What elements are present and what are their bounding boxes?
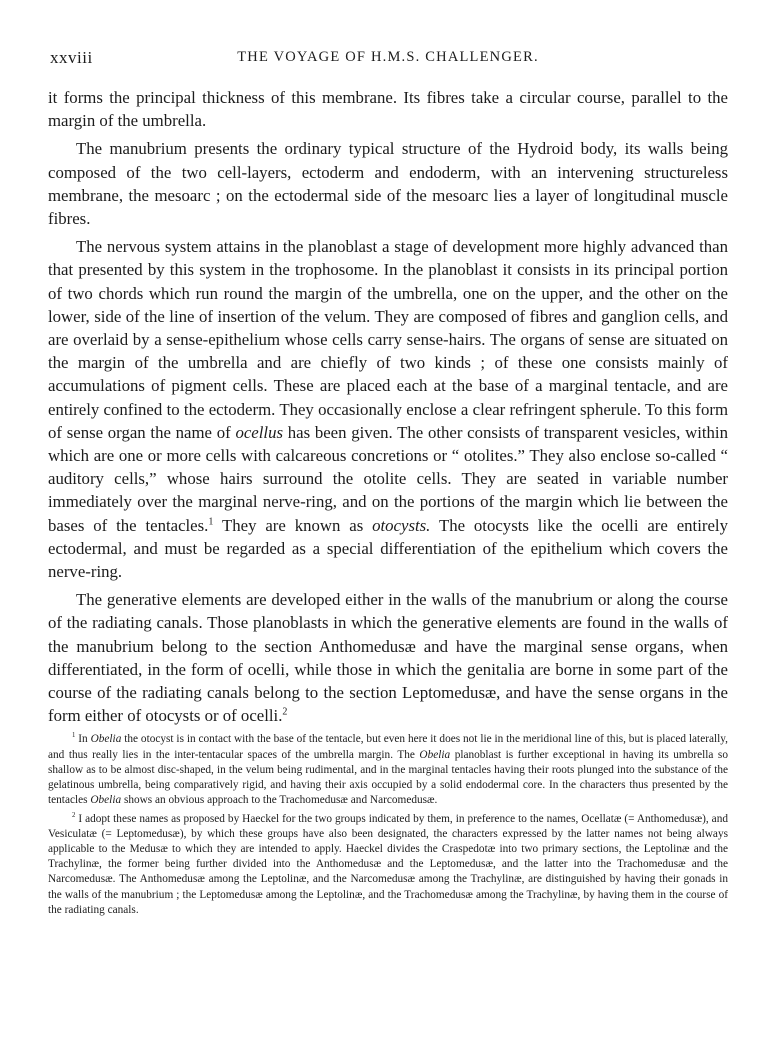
footnotes xyxy=(48,732,728,917)
term-otocysts: otocysts. xyxy=(372,515,431,535)
paragraph-3-text-d: The otocysts like the ocelli are entirely ectodermal, and must be regarded as a special differentiation of the epithelium which covers the nerve-ring. xyxy=(48,515,728,582)
footnote-1-text-d: shows an obvious approach to the Trachomedusæ and Narcomedusæ. xyxy=(123,794,438,807)
footnote-2-number: 2 xyxy=(72,811,76,819)
footnote-1-term-obelia-2: Obelia xyxy=(419,748,451,761)
footnote-1-text-c: planoblast is further exceptional in having its umbrella so shallow as to be almost disc-shaped, in the velum being rudimental, and in the marginal tentacles having their roots plunged into the substance of the gelatinous umbrella, being comparatively rigid, and having their axis occupied by a solid endodermal core. In the characters thus presented by the tentacles xyxy=(48,748,728,807)
footnote-ref-2: 2 xyxy=(282,706,288,718)
page-header xyxy=(48,48,728,68)
paragraph-2: The manubrium presents the ordinary typical structure of the Hydroid body, its walls being composed of the two cell-layers, ectoderm and endoderm, with an intervening structureless membrane, the mesoarc ; on the ectodermal side of the mesoarc lies a layer of longitudinal muscle fibres. xyxy=(48,139,728,229)
running-title: THE VOYAGE OF H.M.S. CHALLENGER. xyxy=(237,49,539,65)
paragraph-1: it forms the principal thickness of this membrane. Its fibres take a circular course, parallel to the margin of the umbrella. xyxy=(48,88,728,131)
footnote-2-text: I adopt these names as proposed by Haeckel for the two groups indicated by them, in preference to the names, Ocellatæ (= Anthomedusæ), and Vesiculatæ (= Leptomedusæ), by which these groups have also been designated, the characters expressed by the latter names not being always applicable to the Medusæ to which they are intended to apply. Haeckel divides the Craspedotæ into two primary sections, the Leptolinæ and the Trachylinæ, the former being further divided into the Anthomedusæ and the Leptomedusæ, and the latter into the Trachomedusæ and the Narcomedusæ. The Anthomedusæ among the Leptolinæ, and the Narcomedusæ among the Trachylinæ, are distinguished by having their gonads in the walls of the manubrium ; the Leptomedusæ among the Leptolinæ, and the Trachomedusæ among the Trachylinæ, by having them in the course of the radiating canals. xyxy=(48,812,728,916)
footnote-1-number: 1 xyxy=(72,732,76,740)
term-ocellus: ocellus xyxy=(235,422,283,442)
paragraph-4 xyxy=(48,588,728,727)
page-number: xxviii xyxy=(50,48,93,67)
paragraph-3 xyxy=(48,235,728,583)
footnote-2 xyxy=(48,812,728,918)
footnote-1-text-a: In xyxy=(78,733,88,746)
body-text xyxy=(48,86,728,921)
paragraph-3-text-b: has been given. The other consists of transparent vesicles, within which are one or more cells with calcareous concretions or “ otolites.” They also enclose so-called “ auditory cells,” whose hairs surround the otolite cells. They are seated in variable number immediately over the marginal nerve-ring, and on the portions of the margin which lie between the bases of the tentacles. xyxy=(48,422,728,535)
paragraph-3-text-a: The nervous system attains in the planoblast a stage of development more highly advanced than that presented by this system in the trophosome. In the planoblast it consists in its principal portion of two chords which run round the margin of the umbrella, one on the upper, and the other on the lower, side of the line of insertion of the velum. They are composed of fibres and ganglion cells, and are overlaid by a sense-epithelium whose cells carry sense-hairs. The organs of sense are situated on the margin of the umbrella and are chiefly of two kinds ; of these one consists mainly of accumulations of pigment cells. These are placed each at the base of a marginal tentacle, and are entirely confined to the ectoderm. They occasionally enclose a clear refringent spherule. To this form of sense organ the name of xyxy=(48,237,728,442)
footnote-ref-1: 1 xyxy=(208,516,214,528)
footnote-1-term-obelia-1: Obelia xyxy=(90,733,122,746)
footnote-1-term-obelia-3: Obelia xyxy=(90,794,122,807)
footnote-1-text-b: the otocyst is in contact with the base of the tentacle, but even here it does not lie in the meridional line of this, but is placed laterally, and thus really lies in the inter-tentacular spaces of the umbrella margin. The xyxy=(48,733,729,761)
paragraph-4-text: The generative elements are developed either in the walls of the manubrium or along the course of the radiating canals. Those planoblasts in which the generative elements are found in the walls of the manubrium belong to the section Anthomedusæ and have the marginal sense organs, when differentiated, in the form of ocelli, while those in which the genitalia are borne in some part of the course of the radiating canals belong to the section Leptomedusæ, and have the sense organs in the form either of otocysts or of ocelli. xyxy=(48,590,728,726)
paragraph-3-text-c: They are known as xyxy=(221,515,364,535)
footnote-1 xyxy=(48,732,728,808)
